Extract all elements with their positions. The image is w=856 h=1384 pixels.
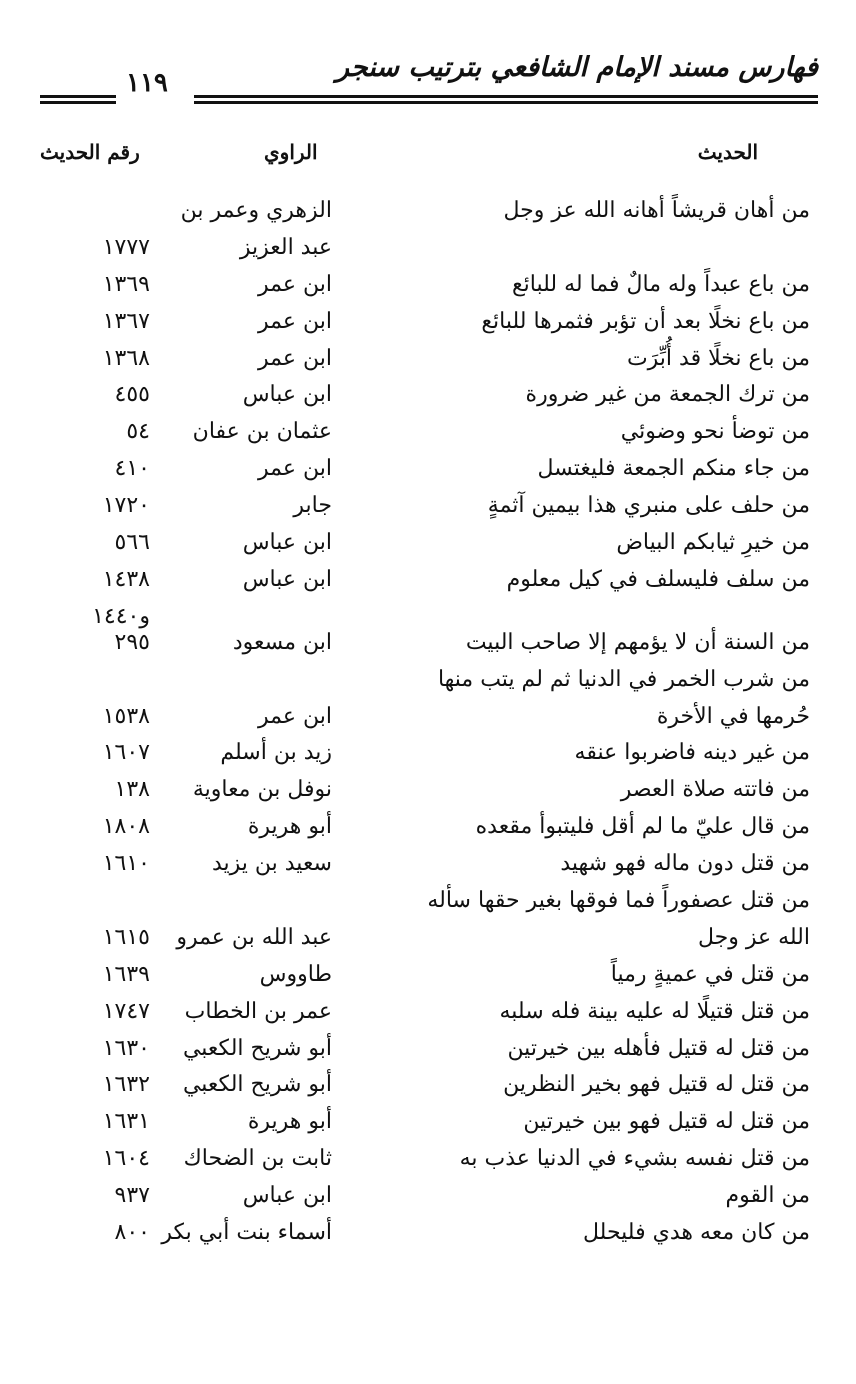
hadith-text: الله عز وجل xyxy=(697,924,810,950)
page-header xyxy=(34,50,818,110)
table-row xyxy=(0,193,856,230)
table-row xyxy=(0,304,856,341)
running-title: فهارس مسند الإمام الشافعي بترتيب سنجر xyxy=(335,52,818,83)
rawi-name: أسماء بنت أبي بكر xyxy=(161,1220,332,1246)
hadith-number: ١٦٠٤ xyxy=(102,1146,150,1172)
table-row xyxy=(0,994,856,1031)
table-row xyxy=(0,341,856,378)
table-row xyxy=(0,772,856,809)
rawi-name: ابن عباس xyxy=(242,566,332,592)
hadith-number: ١٦٠٧ xyxy=(102,740,150,766)
table-row xyxy=(0,883,856,920)
rawi-name: جابر xyxy=(293,493,332,519)
header-rule-short xyxy=(40,95,116,104)
hadith-number: ١٧٢٠ xyxy=(102,493,150,519)
rawi-name: ابن مسعود xyxy=(232,629,332,655)
rawi-name: نوفل بن معاوية xyxy=(192,777,332,803)
table-row xyxy=(0,230,856,267)
rawi-name: ثابت بن الضحاك xyxy=(183,1146,332,1172)
hadith-number: ٩٣٧ xyxy=(114,1183,150,1209)
rawi-name: أبو هريرة xyxy=(247,1109,332,1135)
hadith-text: من أهان قريشاً أهانه الله عز وجل xyxy=(503,198,810,223)
rawi-name: ابن عمر xyxy=(258,703,332,729)
hadith-number: ١٧٤٧ xyxy=(102,998,150,1024)
hadith-text: من فاتته صلاة العصر xyxy=(620,777,810,803)
hadith-text: من ترك الجمعة من غير ضرورة xyxy=(525,382,810,408)
rawi-name: ابن عمر xyxy=(258,308,332,334)
hadith-text: من قتل له قتيل فهو بخير النظرين xyxy=(503,1072,810,1098)
hadith-number: ٥٦٦ xyxy=(114,530,150,556)
table-row xyxy=(0,488,856,525)
hadith-number: ١٣٨ xyxy=(114,777,150,803)
hadith-text: من غير دينه فاضربوا عنقه xyxy=(574,740,810,766)
hadith-number: ١٦٣١ xyxy=(102,1109,150,1135)
table-row xyxy=(0,599,856,629)
hadith-text: من شرب الخمر في الدنيا ثم لم يتب منها xyxy=(437,666,810,692)
hadith-text: من خيرِ ثيابكم البياض xyxy=(616,530,810,556)
rawi-name: عبد الله بن عمرو xyxy=(176,924,332,950)
table-row xyxy=(0,957,856,994)
hadith-number: ٤٥٥ xyxy=(114,382,150,408)
hadith-text: من حلف على منبري هذا بيمين آثمةٍ xyxy=(487,493,810,519)
rawi-name: ابن عمر xyxy=(258,456,332,482)
rawi-name: طاووس xyxy=(259,961,332,987)
header-rule xyxy=(194,95,818,104)
rawi-name: ابن عباس xyxy=(242,530,332,556)
hadith-text: من توضأ نحو وضوئي xyxy=(620,419,810,445)
table-row xyxy=(0,662,856,699)
rawi-name: عبد العزيز xyxy=(239,234,332,260)
table-row xyxy=(0,267,856,304)
table-row xyxy=(0,1178,856,1215)
table-row xyxy=(0,1141,856,1178)
hadith-number: ١٧٧٧ xyxy=(102,234,150,260)
hadith-text: من السنة أن لا يؤمهم إلا صاحب البيت xyxy=(465,629,810,655)
hadith-text: من قتل له قتيل فأهله بين خيرتين xyxy=(507,1035,810,1061)
hadith-text: من باع عبداً وله مالٌ فما له للبائع xyxy=(511,271,810,297)
hadith-text: حُرمها في الأخرة xyxy=(656,703,810,729)
table-row xyxy=(0,625,856,662)
hadith-text: من قتل قتيلًا له عليه بينة فله سلبه xyxy=(499,998,810,1024)
hadith-text: من قتل في عميةٍ رمياً xyxy=(610,961,810,987)
rawi-name: زيد بن أسلم xyxy=(220,740,332,766)
table-row xyxy=(0,525,856,562)
index-table xyxy=(0,193,856,1252)
rawi-name: ابن عمر xyxy=(258,345,332,371)
hadith-number: ١٣٦٩ xyxy=(102,271,150,297)
hadith-text: من قتل نفسه بشيء في الدنيا عذب به xyxy=(459,1146,810,1172)
hadith-number: ٤١٠ xyxy=(114,456,150,482)
hadith-text: من قتل له قتيل فهو بين خيرتين xyxy=(523,1109,810,1135)
page-number: ١١٩ xyxy=(126,68,168,98)
hadith-number: ٢٩٥ xyxy=(114,629,150,655)
table-row xyxy=(0,699,856,736)
hadith-text: من جاء منكم الجمعة فليغتسل xyxy=(537,456,810,482)
hadith-number: ٨٠٠ xyxy=(114,1220,150,1246)
hadith-number: ١٥٣٨ xyxy=(102,703,150,729)
table-row xyxy=(0,1215,856,1252)
hadith-number: و١٤٤٠ xyxy=(92,603,150,629)
rawi-name: عثمان بن عفان xyxy=(192,419,332,445)
hadith-text: من القوم xyxy=(725,1183,810,1209)
hadith-text: من كان معه هدي فليحلل xyxy=(583,1220,810,1246)
table-row xyxy=(0,846,856,883)
table-row xyxy=(0,377,856,414)
rawi-name: سعيد بن يزيد xyxy=(211,851,332,877)
hadith-number: ١٣٦٨ xyxy=(102,345,150,371)
hadith-number: ١٦١٠ xyxy=(102,851,150,877)
table-row xyxy=(0,1031,856,1068)
table-row xyxy=(0,451,856,488)
hadith-number: ٥٤ xyxy=(126,419,150,445)
table-row xyxy=(0,414,856,451)
column-header-number: رقم الحديث xyxy=(40,140,140,164)
rawi-name: أبو شريح الكعبي xyxy=(182,1072,332,1098)
rawi-name: أبو شريح الكعبي xyxy=(182,1035,332,1061)
hadith-number: ١٦٣٩ xyxy=(102,961,150,987)
rawi-name: عمر بن الخطاب xyxy=(184,998,332,1024)
table-row xyxy=(0,735,856,772)
rawi-name: ابن عمر xyxy=(258,271,332,297)
table-row xyxy=(0,562,856,599)
hadith-number: ١٦١٥ xyxy=(102,924,150,950)
column-header-rawi: الراوي xyxy=(264,140,318,164)
rawi-name: ابن عباس xyxy=(242,1183,332,1209)
hadith-number: ١٨٠٨ xyxy=(102,814,150,840)
hadith-number: ١٦٣٢ xyxy=(102,1072,150,1098)
hadith-text: من سلف فليسلف في كيل معلوم xyxy=(506,566,810,592)
table-row xyxy=(0,1067,856,1104)
column-header-hadith: الحديث xyxy=(697,140,758,164)
hadith-text: من قتل عصفوراً فما فوقها بغير حقها سأله xyxy=(427,888,810,914)
rawi-name: ابن عباس xyxy=(242,382,332,408)
table-row xyxy=(0,809,856,846)
hadith-number: ١٣٦٧ xyxy=(102,308,150,334)
hadith-text: من باع نخلًا بعد أن تؤبر فثمرها للبائع xyxy=(481,308,810,334)
rawi-name: أبو هريرة xyxy=(247,814,332,840)
rawi-name: الزهري وعمر بن xyxy=(180,198,332,223)
hadith-number: ١٤٣٨ xyxy=(102,566,150,592)
hadith-text: من باع نخلًا قد أُبِّرَت xyxy=(626,345,810,371)
table-row xyxy=(0,1104,856,1141)
hadith-text: من قتل دون ماله فهو شهيد xyxy=(560,851,810,877)
hadith-text: من قال عليّ ما لم أقل فليتبوأ مقعده xyxy=(475,814,810,840)
hadith-number: ١٦٣٠ xyxy=(102,1035,150,1061)
table-row xyxy=(0,920,856,957)
